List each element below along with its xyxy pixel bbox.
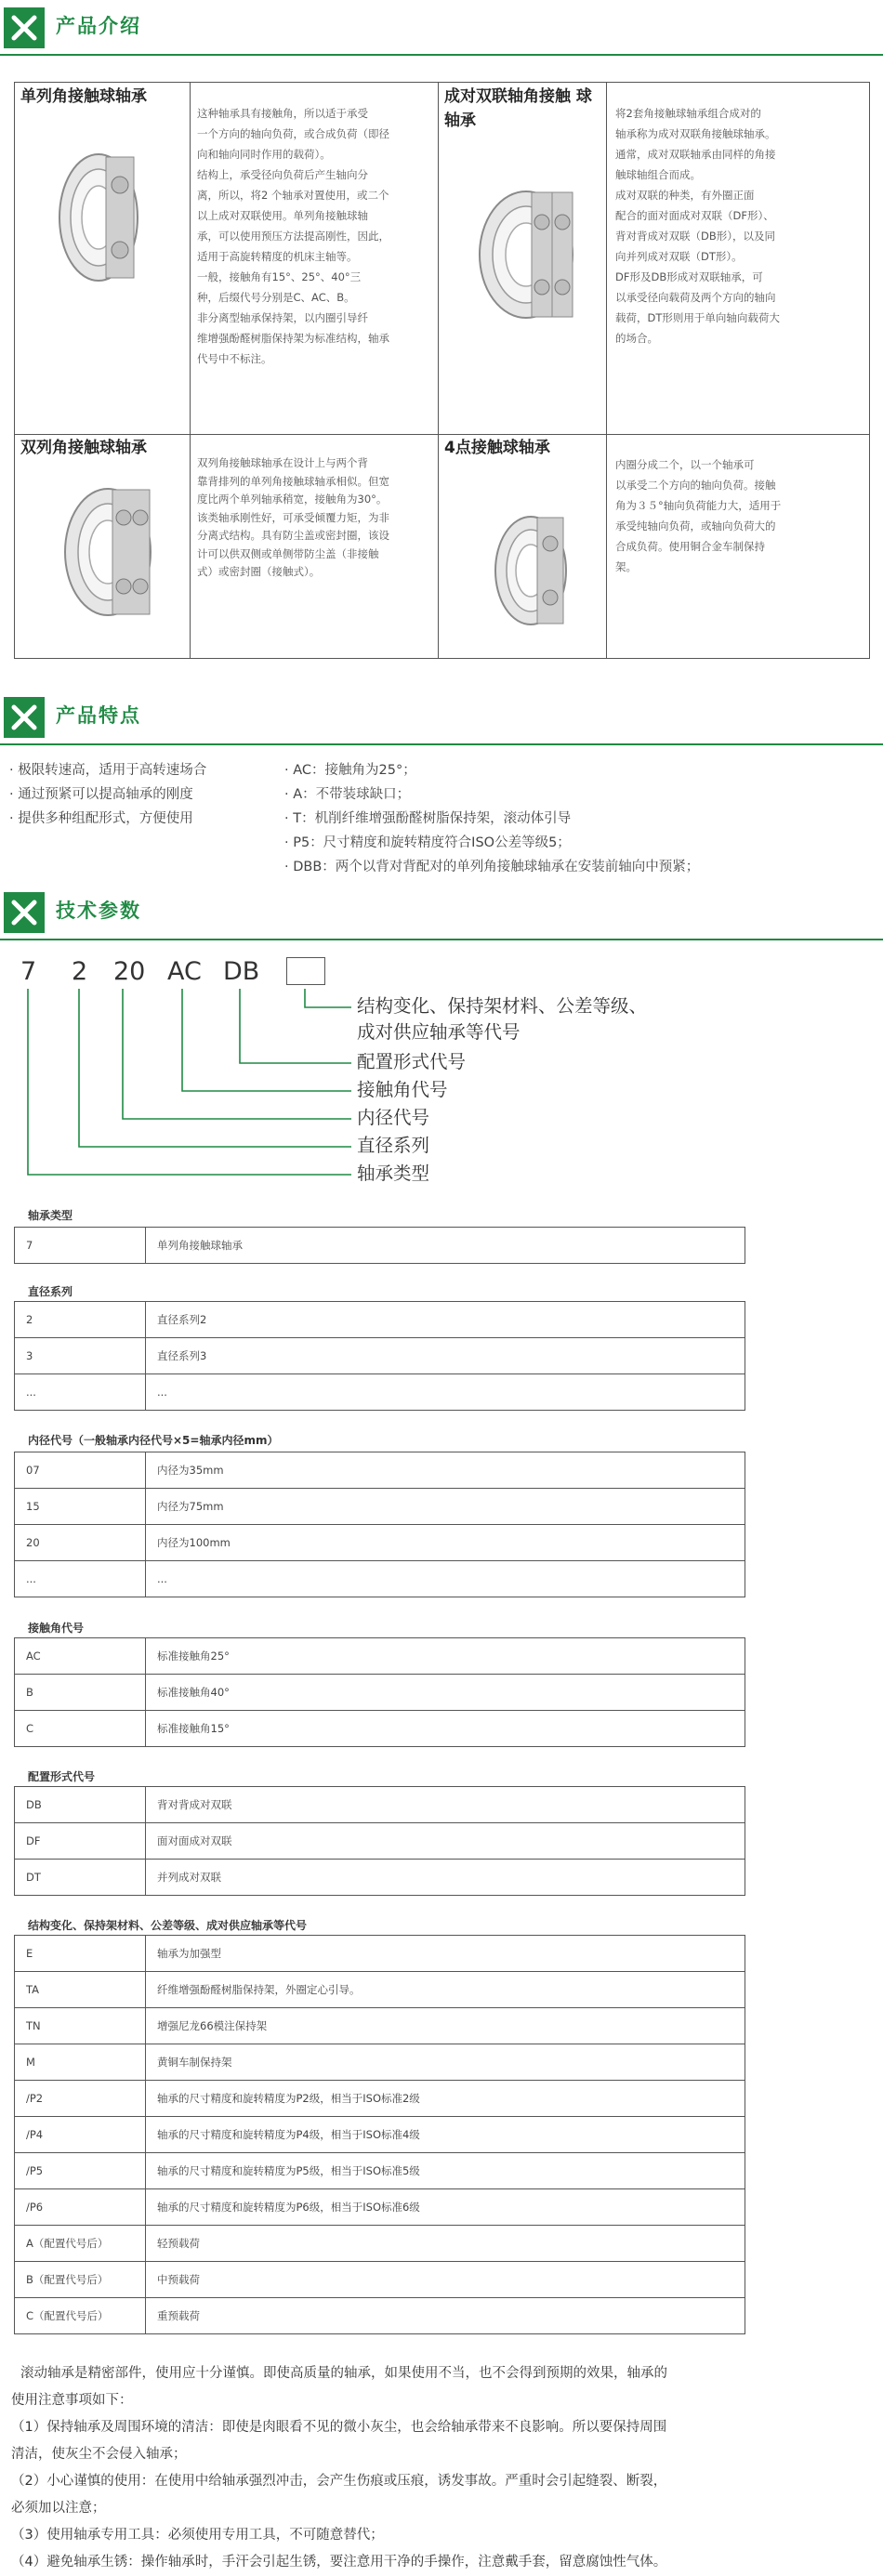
table-cell-desc: 面对面成对双联 bbox=[146, 1823, 745, 1860]
table-row bbox=[15, 1638, 745, 1675]
table-row bbox=[15, 1972, 745, 2008]
code-table-suffix bbox=[14, 1935, 745, 2334]
table-row bbox=[15, 2262, 745, 2298]
note-line: （3）使用轴承专用工具：必须使用专用工具，不可随意替代； bbox=[11, 2528, 384, 2543]
section-title: 产品介绍 bbox=[56, 15, 141, 37]
table-cell-code: 20 bbox=[15, 1525, 146, 1561]
intro-title-four-point: 4点接触球轴承 bbox=[444, 439, 550, 457]
table-row bbox=[15, 1860, 745, 1896]
table-cell-code: 2 bbox=[15, 1302, 146, 1338]
code-label-diameter-series: 直径系列 bbox=[357, 1135, 430, 1156]
note-line: 清洁，使灰尘不会侵入轴承； bbox=[11, 2447, 187, 2462]
table-cell-code: 3 bbox=[15, 1338, 146, 1374]
feature-item: · 通过预紧可以提高轴承的刚度 bbox=[9, 787, 193, 802]
table-row bbox=[15, 1675, 745, 1711]
table-cell-code: B（配置代号后） bbox=[15, 2262, 146, 2298]
table-cell-desc: 轴承的尺寸精度和旋转精度为P4级，相当于ISO标准4级 bbox=[146, 2117, 745, 2153]
usage-notes bbox=[11, 2360, 866, 2576]
table-row bbox=[15, 2008, 745, 2044]
table-cell-code: 7 bbox=[15, 1228, 146, 1264]
table-cell-desc: 直径系列3 bbox=[146, 1338, 745, 1374]
table-cell-code: DT bbox=[15, 1860, 146, 1896]
section-title: 产品特点 bbox=[56, 704, 141, 727]
table-cell-code: 07 bbox=[15, 1452, 146, 1489]
table-cell-code: AC bbox=[15, 1638, 146, 1675]
table-cell-code: C（配置代号后） bbox=[15, 2298, 146, 2334]
table-caption: 结构变化、保持架材料、公差等级、成对供应轴承等代号 bbox=[28, 1919, 308, 1932]
table-row bbox=[15, 1302, 745, 1338]
table-row bbox=[15, 1489, 745, 1525]
table-cell-code: /P5 bbox=[15, 2153, 146, 2189]
table-row bbox=[15, 1787, 745, 1823]
note-line: 使用注意事项如下： bbox=[11, 2393, 133, 2408]
intro-text-double-row: 双列角接触球轴承在设计上与两个背 靠背排列的单列角接触球轴承相似。但宽 度比两个单列轴承稍宽，接触角为30°。 该类轴承刚性好，可承受倾覆力矩，为非 分离式结构。具有防尘盖或密封圈，该设 计可以供双侧或单侧带防尘盖（非接触 式）或密封圈（接触式）。 bbox=[197, 456, 389, 578]
feature-item: · P5：尺寸精度和旋转精度符合ISO公差等级5； bbox=[284, 835, 571, 850]
table-cell-desc: 纤维增强酚醛树脂保持架，外圈定心引导。 bbox=[146, 1972, 745, 2008]
code-part-diameter-series: 2 bbox=[72, 957, 88, 986]
table-row bbox=[15, 1711, 745, 1747]
code-part-arrangement: DB bbox=[223, 957, 260, 986]
code-table-diameter-series bbox=[14, 1301, 745, 1411]
intro-text-four-point: 内圈分成二个，以一个轴承可 以承受二个方向的轴向负荷。接触 角为３５°轴向负荷能力大，适用于 承受纯轴向负荷，或轴向负荷大的 合成负荷。使用铜合金车制保持 架。 bbox=[615, 458, 782, 573]
table-cell-code: 15 bbox=[15, 1489, 146, 1525]
code-label-bore: 内径代号 bbox=[357, 1107, 430, 1128]
table-row bbox=[15, 2117, 745, 2153]
table-cell-desc: 轴承的尺寸精度和旋转精度为P2级，相当于ISO标准2级 bbox=[146, 2081, 745, 2117]
note-line: （1）保持轴承及周围环境的清洁：即使是肉眼看不见的微小灰尘，也会给轴承带来不良影响。所以要保持周围 bbox=[11, 2420, 667, 2435]
code-part-suffix-box bbox=[286, 957, 325, 985]
intro-text-single-row: 这种轴承具有接触角，所以适于承受 一个方向的轴向负荷，或合成负荷（即径 向和轴向同时作用的载荷）。 结构上，承受径向负荷后产生轴向分 离，所以，将2 个轴承对置使用，或二个 以上成对双联使用。单列角接触球轴 承，可以使用预压方法提高刚性，因此， 适用于高旋转精度的机床主轴等。 一般，接触角有15°、25°、40°三 种，后缀代号分别是C、AC、B。 非分离型轴承保持架，以内圈引导纤 维增强酚醛树脂保持架为标准结构，轴承 代号中不标注。 bbox=[197, 107, 389, 365]
table-cell-desc: 中预载荷 bbox=[146, 2262, 745, 2298]
code-label-suffix: 结构变化、保持架材料、公差等级、 bbox=[357, 995, 648, 1017]
note-line: 滚动轴承是精密部件，使用应十分谨慎。即使高质量的轴承，如果使用不当，也不会得到预期的效果，轴承的 bbox=[20, 2366, 667, 2381]
table-cell-code: A（配置代号后） bbox=[15, 2226, 146, 2262]
code-label-contact-angle: 接触角代号 bbox=[357, 1079, 448, 1100]
table-cell-desc: 轴承的尺寸精度和旋转精度为P5级，相当于ISO标准5级 bbox=[146, 2153, 745, 2189]
table-row bbox=[15, 1374, 745, 1411]
code-label-arrangement: 配置形式代号 bbox=[357, 1051, 467, 1072]
divider bbox=[0, 939, 883, 940]
table-cell-desc: 标准接触角40° bbox=[146, 1675, 745, 1711]
code-part-contact-angle: AC bbox=[167, 957, 202, 986]
code-label-suffix-2: 成对供应轴承等代号 bbox=[357, 1021, 521, 1043]
section-header-features bbox=[0, 690, 883, 745]
table-caption: 接触角代号 bbox=[28, 1622, 85, 1635]
table-cell-code: /P6 bbox=[15, 2189, 146, 2226]
note-line: 必须加以注意； bbox=[11, 2501, 106, 2516]
feature-item: · A：不带装球缺口； bbox=[284, 787, 411, 802]
table-row bbox=[15, 2044, 745, 2081]
table-cell-desc: 轴承为加强型 bbox=[146, 1936, 745, 1972]
code-part-bore: 20 bbox=[113, 957, 146, 986]
bearing-image-single-row bbox=[52, 148, 145, 287]
intro-text-paired: 将2套角接触球轴承组合成对的 轴承称为成对双联角接触球轴承。 通常，成对双联轴承由同样的角接 触球轴组合而成。 成对双联的种类，有外圈正面 配合的面对面成对双联（DF形）、 背对背成对双联（DB形），以及同 向并列成对双联（DT形）。 DF形及DB形成对双联轴承，可 以承受径向载荷及两个方向的轴向 载荷，DT形则用于单向轴向载荷大 的场合。 bbox=[615, 107, 780, 345]
code-part-type: 7 bbox=[20, 957, 37, 986]
table-row bbox=[15, 2298, 745, 2334]
features-left-list bbox=[9, 758, 206, 831]
table-cell-desc: 轻预载荷 bbox=[146, 2226, 745, 2262]
bearing-image-paired bbox=[470, 185, 582, 324]
table-cell-desc: 重预载荷 bbox=[146, 2298, 745, 2334]
table-cell-code: ... bbox=[15, 1561, 146, 1597]
table-row bbox=[15, 2081, 745, 2117]
table-cell-desc: ... bbox=[146, 1561, 745, 1597]
table-cell-desc: 并列成对双联 bbox=[146, 1860, 745, 1896]
code-table-arrangement bbox=[14, 1786, 745, 1896]
divider bbox=[0, 54, 883, 56]
table-row bbox=[15, 1936, 745, 1972]
table-cell-desc: 内径为75mm bbox=[146, 1489, 745, 1525]
table-cell-code: B bbox=[15, 1675, 146, 1711]
note-line: （2）小心谨慎的使用：在使用中给轴承强烈冲击，会产生伤痕或压痕，诱发事故。严重时会引起缝裂、断裂， bbox=[11, 2474, 667, 2489]
section-title: 技术参数 bbox=[56, 900, 141, 922]
table-cell-code: DB bbox=[15, 1787, 146, 1823]
table-cell-code: C bbox=[15, 1711, 146, 1747]
feature-item: · AC：接触角为25°； bbox=[284, 763, 416, 778]
table-row bbox=[15, 2226, 745, 2262]
code-table-contact-angle bbox=[14, 1637, 745, 1747]
x-logo-icon bbox=[4, 892, 45, 933]
table-cell-code: ... bbox=[15, 1374, 146, 1411]
table-cell-code: /P4 bbox=[15, 2117, 146, 2153]
intro-title-double-row: 双列角接触球轴承 bbox=[20, 439, 147, 457]
intro-title-paired: 成对双联轴角接触 球轴承 bbox=[444, 87, 592, 130]
intro-grid bbox=[14, 82, 870, 659]
feature-item: · DBB：两个以背对背配对的单列角接触球轴承在安装前轴向中预紧； bbox=[284, 860, 700, 874]
table-row bbox=[15, 1452, 745, 1489]
table-cell-desc: ... bbox=[146, 1374, 745, 1411]
table-row bbox=[15, 2189, 745, 2226]
feature-item: · T：机削纤维增强酚醛树脂保持架，滚动体引导 bbox=[284, 811, 572, 826]
table-row bbox=[15, 1561, 745, 1597]
table-cell-desc: 背对背成对双联 bbox=[146, 1787, 745, 1823]
feature-item: · 提供多种组配形式，方便使用 bbox=[9, 811, 193, 826]
table-cell-desc: 直径系列2 bbox=[146, 1302, 745, 1338]
feature-item: · 极限转速高，适用于高转速场合 bbox=[9, 763, 207, 778]
table-cell-code: TA bbox=[15, 1972, 146, 2008]
table-cell-desc: 单列角接触球轴承 bbox=[146, 1228, 745, 1264]
table-cell-desc: 增强尼龙66模注保持架 bbox=[146, 2008, 745, 2044]
bearing-image-double-row bbox=[57, 482, 159, 622]
table-cell-desc: 轴承的尺寸精度和旋转精度为P6级，相当于ISO标准6级 bbox=[146, 2189, 745, 2226]
table-cell-desc: 内径为35mm bbox=[146, 1452, 745, 1489]
code-leader-lines bbox=[0, 985, 372, 1189]
code-label-type: 轴承类型 bbox=[357, 1163, 430, 1184]
table-row bbox=[15, 1823, 745, 1860]
table-caption: 轴承类型 bbox=[28, 1209, 73, 1222]
table-caption: 配置形式代号 bbox=[28, 1770, 96, 1783]
table-cell-desc: 标准接触角15° bbox=[146, 1711, 745, 1747]
intro-title-single-row: 单列角接触球轴承 bbox=[20, 87, 147, 106]
code-table-bore bbox=[14, 1452, 745, 1597]
x-logo-icon bbox=[4, 697, 45, 738]
table-cell-code: M bbox=[15, 2044, 146, 2081]
table-cell-code: /P2 bbox=[15, 2081, 146, 2117]
table-cell-code: DF bbox=[15, 1823, 146, 1860]
section-header-intro bbox=[0, 0, 883, 56]
table-cell-code: E bbox=[15, 1936, 146, 1972]
x-logo-icon bbox=[4, 7, 45, 48]
table-caption: 内径代号（一般轴承内径代号×5=轴承内径mm） bbox=[28, 1434, 279, 1447]
code-table-type bbox=[14, 1227, 745, 1264]
table-caption: 直径系列 bbox=[28, 1285, 73, 1298]
table-row bbox=[15, 2153, 745, 2189]
table-cell-desc: 黄铜车制保持架 bbox=[146, 2044, 745, 2081]
table-cell-code: TN bbox=[15, 2008, 146, 2044]
features-right-list bbox=[284, 758, 699, 879]
table-cell-desc: 内径为100mm bbox=[146, 1525, 745, 1561]
table-row bbox=[15, 1338, 745, 1374]
section-header-params bbox=[0, 885, 883, 940]
table-row bbox=[15, 1228, 745, 1264]
note-line: （4）避免轴承生锈：操作轴承时，手汗会引起生锈，要注意用干净的手操作，注意戴手套，留意腐蚀性气体。 bbox=[11, 2555, 667, 2569]
divider bbox=[0, 743, 883, 745]
bearing-image-four-point bbox=[489, 510, 573, 631]
table-row bbox=[15, 1525, 745, 1561]
table-cell-desc: 标准接触角25° bbox=[146, 1638, 745, 1675]
